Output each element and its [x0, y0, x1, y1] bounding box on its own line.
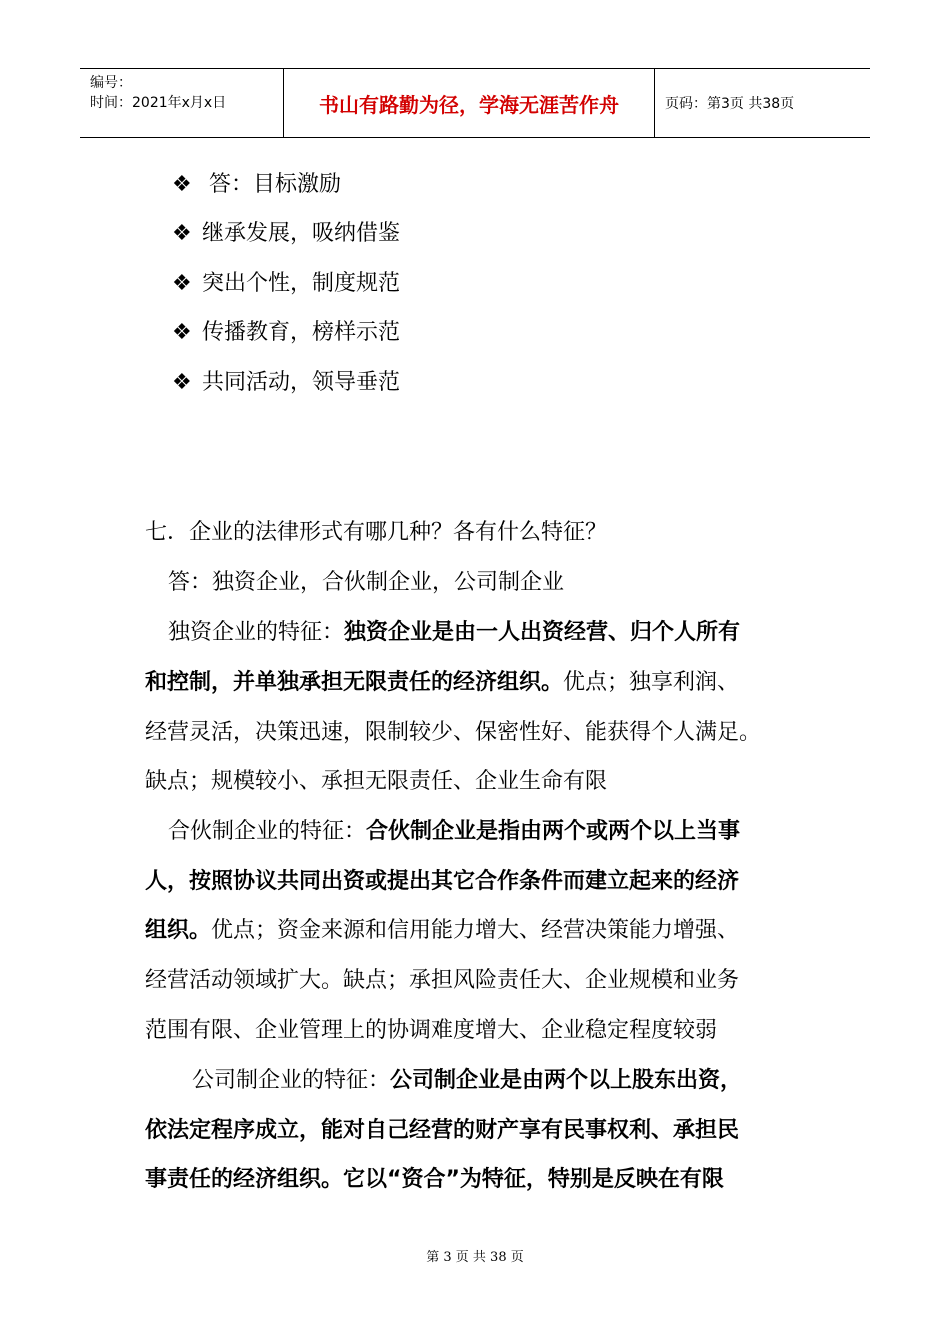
bullet-item: ❖ 答：目标激励: [172, 170, 341, 200]
answer-line: 答：独资企业，合伙制企业，公司制企业: [168, 570, 565, 595]
sole-line-3: 经营灵活，决策迅速，限制较少、保密性好、能获得个人满足。: [145, 720, 762, 745]
diamond-bullet-icon: ❖: [172, 370, 192, 395]
bullet-item: ❖ 突出个性，制度规范: [172, 269, 400, 299]
bullet-item: ❖ 共同活动，领导垂范: [172, 368, 400, 398]
sole-line-4: 缺点；规模较小、承担无限责任、企业生命有限: [145, 769, 608, 794]
diamond-bullet-icon: ❖: [172, 271, 192, 296]
header-page-info: 页码：第3页 共38页: [665, 96, 795, 112]
partner-line-1: 合伙制企业的特征：合伙制企业是指由两个或两个以上当事: [168, 819, 741, 844]
bullet-item: ❖ 继承发展，吸纳借鉴: [172, 219, 400, 249]
partner-line-5: 范围有限、企业管理上的协调难度增大、企业稳定程度较弱: [145, 1018, 718, 1043]
number-label: 编号：: [90, 75, 132, 91]
time-label: 时间：2021年x月x日: [90, 95, 227, 111]
bullet-item: ❖ 传播教育，榜样示范: [172, 318, 400, 348]
diamond-bullet-icon: ❖: [172, 320, 192, 345]
header-meta: [80, 69, 283, 137]
company-line-2: 依法定程序成立，能对自己经营的财产享有民事权利、承担民: [145, 1118, 740, 1143]
page-footer: 第 3 页 共 38 页: [426, 1250, 524, 1265]
sole-line-1: 独资企业的特征：独资企业是由一人出资经营、归个人所有: [168, 620, 741, 645]
diamond-bullet-icon: ❖: [172, 172, 192, 197]
diamond-bullet-icon: ❖: [172, 221, 192, 246]
partner-line-3: 组织。优点；资金来源和信用能力增大、经营决策能力增强、: [145, 918, 740, 943]
partner-line-2: 人，按照协议共同出资或提出其它合作条件而建立起来的经济: [145, 869, 740, 894]
question-heading: 七．企业的法律形式有哪几种？各有什么特征？: [145, 520, 608, 545]
company-line-1: 公司制企业的特征：公司制企业是由两个以上股东出资，: [192, 1068, 743, 1093]
sole-line-2: 和控制，并单独承担无限责任的经济组织。优点；独享利润、: [145, 670, 740, 695]
company-line-3: 事责任的经济组织。它以“资合”为特征，特别是反映在有限: [145, 1167, 724, 1192]
header-motto: 书山有路勤为径，学海无涯苦作舟: [283, 69, 655, 137]
partner-line-4: 经营活动领域扩大。缺点；承担风险责任大、企业规模和业务: [145, 968, 740, 993]
page-header: [80, 68, 870, 138]
